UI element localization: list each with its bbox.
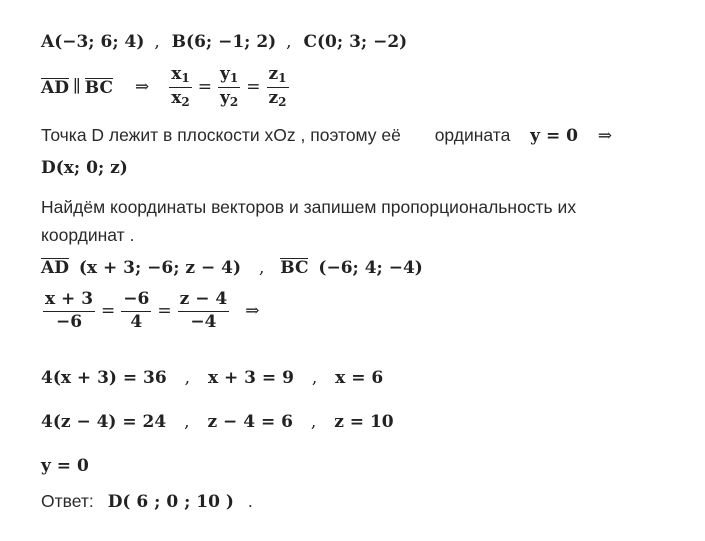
- point-c: C(0; 3; −2): [303, 32, 408, 52]
- proportion-equation: [41, 291, 263, 332]
- instruction-text: координат .: [41, 225, 135, 245]
- equals-symbol: =: [101, 300, 116, 321]
- implies-symbol: ⇒: [135, 76, 150, 97]
- point-d-plane-explanation: [41, 127, 616, 145]
- proportion-x-denominator: −6: [55, 311, 83, 332]
- proportion-y: [121, 291, 151, 332]
- equals-symbol: =: [246, 76, 261, 97]
- equation-result: y = 0: [41, 456, 89, 476]
- ratio-x-numerator-index: 1: [181, 71, 190, 85]
- solve-z: [41, 414, 394, 431]
- equation-result: z = 10: [334, 412, 394, 432]
- point-a: A(−3; 6; 4): [41, 32, 145, 52]
- solve-x: [41, 370, 383, 387]
- separator: ,: [310, 412, 317, 432]
- ratio-x-denominator: x: [171, 87, 182, 108]
- ratio-y-numerator-index: 1: [229, 71, 239, 85]
- ratio-x: [169, 66, 192, 108]
- equals-symbol: =: [157, 300, 172, 321]
- equation: z − 4 = 6: [207, 412, 293, 432]
- parallel-condition: [41, 66, 291, 108]
- equation: 4(z − 4) = 24: [41, 412, 167, 432]
- equals-symbol: =: [197, 76, 213, 97]
- instruction-line-1: [41, 199, 576, 217]
- equation: 4(x + 3) = 36: [41, 368, 167, 388]
- proportion-z-numerator: z − 4: [178, 291, 230, 312]
- vector-ad-label: AD: [41, 77, 69, 98]
- parallel-symbol: ∥: [72, 76, 81, 97]
- equation-result: x = 6: [335, 368, 384, 388]
- vector-ad-coordinates: (x + 3; −6; z − 4): [78, 258, 242, 278]
- proportion-y-numerator: −6: [121, 291, 151, 312]
- ratio-z: [267, 66, 289, 108]
- vector-bc-label: BC: [84, 77, 114, 98]
- proportion-x-numerator: x + 3: [43, 291, 95, 312]
- separator: ,: [154, 32, 160, 52]
- ratio-z-denominator: z: [268, 87, 279, 108]
- explanation-text: Точка D лежит в плоскости xOz , поэтому её: [41, 125, 401, 145]
- proportion-z-denominator: −4: [190, 311, 217, 332]
- ratio-y-denominator-index: 2: [229, 94, 239, 109]
- vector-bc-coordinates: (−6; 4; −4): [318, 258, 423, 278]
- instruction-line-2: [41, 227, 134, 245]
- vector-bc-label: BC: [280, 258, 309, 278]
- implies-symbol: ⇒: [597, 126, 613, 146]
- proportion-x: [43, 291, 95, 332]
- instruction-text: Найдём координаты векторов и запишем пропорциональность их: [41, 197, 577, 217]
- ratio-z-numerator: z: [268, 64, 279, 84]
- implies-symbol: ⇒: [245, 300, 260, 321]
- separator: ,: [258, 258, 265, 278]
- separator: ,: [286, 32, 292, 52]
- answer-label: Ответ:: [41, 491, 94, 511]
- separator: ,: [184, 368, 191, 388]
- solve-y: [41, 458, 89, 475]
- ordinate-equation: y = 0: [530, 126, 578, 146]
- ratio-y: [218, 66, 240, 108]
- given-points: [41, 34, 407, 51]
- explanation-text-ordinate: ордината: [434, 125, 511, 145]
- ratio-z-numerator-index: 1: [278, 71, 287, 85]
- equation: x + 3 = 9: [207, 368, 294, 388]
- answer-period: .: [247, 491, 253, 511]
- point-b: B(6; −1; 2): [171, 32, 277, 52]
- answer: [41, 493, 253, 511]
- point-d-form: [41, 160, 128, 177]
- point-d-coordinates: D(x; 0; z): [41, 158, 128, 178]
- separator: ,: [311, 368, 318, 388]
- answer-value: D( 6 ; 0 ; 10 ): [107, 492, 234, 512]
- ratio-y-denominator: y: [220, 87, 230, 108]
- separator: ,: [184, 412, 190, 432]
- ratio-x-numerator: x: [171, 64, 182, 84]
- ratio-z-denominator-index: 2: [278, 94, 287, 109]
- proportion-y-denominator: 4: [130, 311, 143, 332]
- proportion-z: [178, 291, 230, 332]
- ratio-x-denominator-index: 2: [181, 94, 190, 109]
- ratio-y-numerator: y: [220, 64, 230, 84]
- vector-coordinates: [41, 258, 423, 277]
- vector-ad-label: AD: [41, 258, 69, 278]
